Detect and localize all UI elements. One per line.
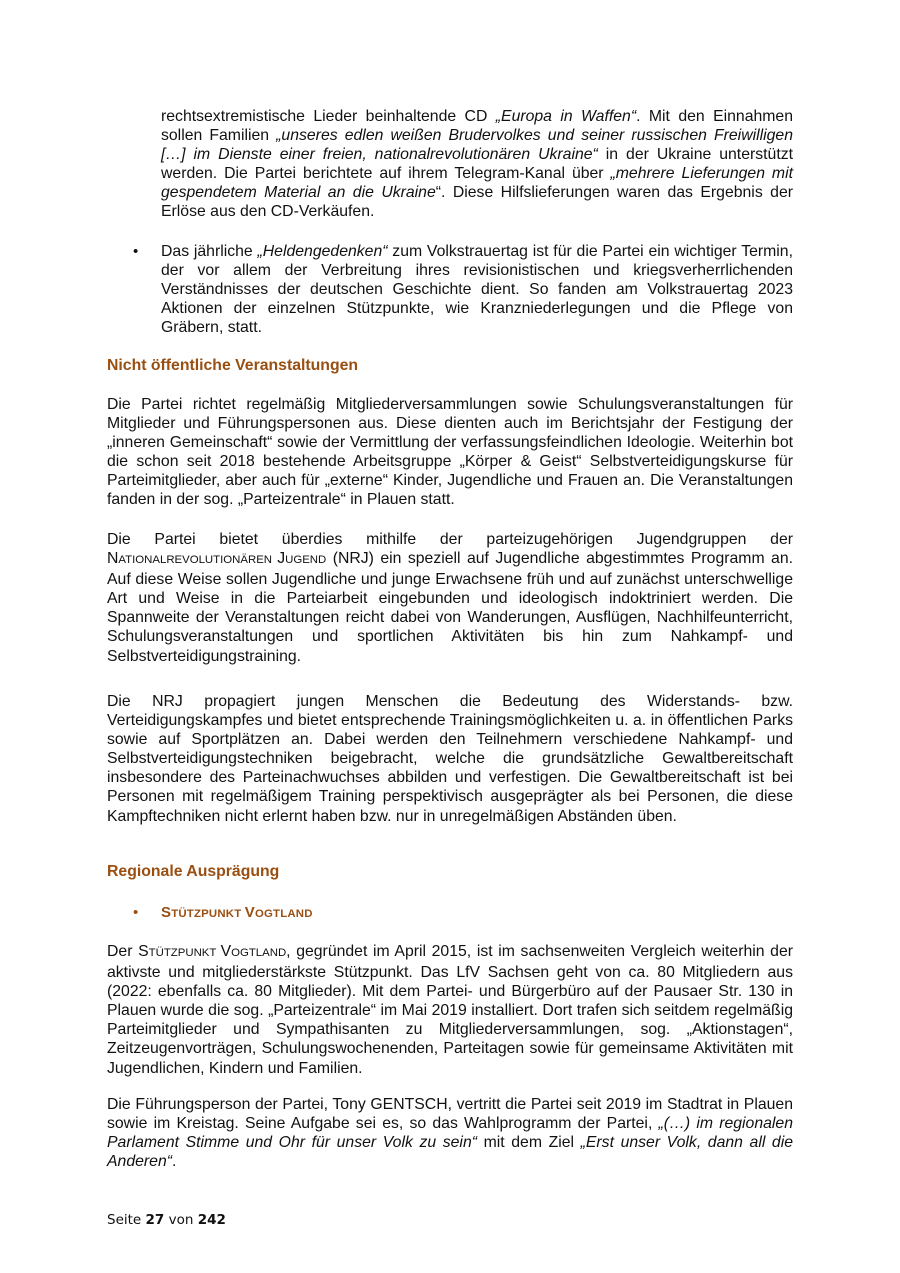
text: rechtsextremistische Lieder beinhaltende CD xyxy=(161,108,496,125)
text: . Mit den Einnahmen sollen Familien xyxy=(161,108,793,145)
paragraph: Die Partei richtet regelmäßig Mitgliederversammlungen sowie Schulungsveranstaltungen für Mitglieder und Führungspersonen aus. Diese dienten auch im Berichtsjahr der Festigung der „inneren Gemeinschaft“ sowie der Vermittlung der verfassungsfeindlichen Ideologie. Weiterhin bot die schon seit 2018 bestehende Arbeitsgruppe „Körper & Geist“ Selbstverteidigungskurse für Parteimitglieder, aber auch für „externe“ Kinder, Jugendliche und Frauen an. Die Veranstaltungen fanden in der sog. „Parteizentrale“ in Plauen statt. xyxy=(107,396,793,509)
text: Seite xyxy=(107,1212,146,1228)
small-caps: V xyxy=(220,943,232,960)
quote: „Heldengedenken“ xyxy=(257,243,388,260)
quote: „Erst unser Volk, dann all die Anderen“ xyxy=(107,1134,794,1171)
page-total: 242 xyxy=(197,1212,226,1228)
small-caps: N xyxy=(107,550,119,568)
small-caps: TÜTZPUNKT xyxy=(148,947,221,959)
text: (NRJ) ein speziell auf Jugendliche abgestimmtes Programm an. Auf diese Weise sollen Jugendliche und junge Erwachsene früh und auf zunächst unterschwellige Art und Weise in die Parteiarbeit eingebunden und ideologisch indoktriniert werden. Die Spannweite der Veranstaltungen reicht dabei von Wanderungen, Ausflügen, Nachhilfeunterricht, Schulungsveranstaltungen und sportlichen Aktivitäten bis hin zum Nahkampf- und Selbstverteidigungstraining. xyxy=(107,550,793,665)
small-caps: J xyxy=(277,550,286,568)
small-caps: S xyxy=(161,904,172,921)
paragraph xyxy=(107,942,793,1078)
album-title: „Europa in Waffen“ xyxy=(495,108,637,125)
quote: „unseres edlen weißen Brudervolkes und seiner russischen Freiwilligen […] im Dienste einer freien, nationalrevolutionären Ukraine“ xyxy=(161,127,793,164)
text: mit dem Ziel xyxy=(477,1134,581,1152)
bullet-marker: • xyxy=(133,243,139,260)
text: Der xyxy=(107,943,139,960)
section-heading: Regionale Ausprägung xyxy=(107,863,280,880)
small-caps: ATIONALREVOLUTIONÄREN xyxy=(118,554,278,567)
bullet-heldengedenken xyxy=(161,242,793,337)
small-caps: OGTLAND xyxy=(231,947,287,959)
text: Die Partei bietet überdies mithilfe der parteizugehörigen Jugendgruppen der xyxy=(107,531,793,548)
small-caps: V xyxy=(244,904,255,921)
quote: „(…) im regionalen Parlament Stimme und Ohr für unser Volk zu sein“ xyxy=(107,1115,793,1152)
bullet-marker: • xyxy=(133,904,139,921)
small-caps: OGTLAND xyxy=(254,908,313,920)
paragraph xyxy=(107,530,793,666)
page-footer xyxy=(107,1211,226,1229)
text: , gegründet im April 2015, ist im sachsenweiten Vergleich weiterhin der aktivste und mitgliederstärkste Stützpunkt. Das LfV Sachsen geht von ca. 80 Mitgliedern aus (2022: ebenfalls ca. 80 Mitglieder). Mit dem Partei- und Bürgerbüro auf der Pausaer Str. 130 in Plauen wurde die sog. „Parteizentrale“ im Mai 2019 installiert. Dort trafen sich seitdem regelmäßig Parteimitglieder und Sympathisanten zu Mitgliederversammlungen, sog. „Aktionstagen“, Zeitzeugenvorträgen, Schulungswochenenden, Parteitagen sowie für gemeinsame Aktivitäten mit Jugendlichen, Kindern und Familien. xyxy=(107,943,794,1077)
text: zum Volkstrauertag ist für die Partei ein wichtiger Termin, der vor allem der Verbreitung ihres revisionistischen und kriegsverherrlichenden Verständnisses der deutschen Geschichte dient. So fanden am Volkstrauertag 2023 Aktionen der einzelnen Stützpunkte, wie Kranzniederlegungen und die Pflege von Gräbern, statt. xyxy=(161,243,793,337)
text: “. Diese Hilfslieferungen waren das Ergebnis der Erlöse aus den CD-Verkäufen. xyxy=(161,184,793,221)
paragraph xyxy=(107,1095,793,1171)
small-caps: UGEND xyxy=(285,554,327,567)
paragraph: Die NRJ propagiert jungen Menschen die Bedeutung des Widerstands- bzw. Verteidigungskampfes und bietet entsprechende Trainingsmöglichkeiten u. a. in öffentlichen Parks sowie auf Sportplätzen an. Dabei werden den Teilnehmern verschiedene Nahkampf- und Selbstverteidigungstechniken beigebracht, welche die grundsätzliche Gewaltbereitschaft insbesondere des Parteinachwuchses abbilden und verfestigen. Die Gewaltbereitschaft ist bei Personen mit regelmäßigem Training perspektivisch ausgeprägter als bei Personen, die diese Kampftechniken nicht erlernt haben bzw. nur in unregelmäßigen Abständen üben. xyxy=(107,693,793,825)
small-caps: S xyxy=(138,943,149,960)
bullet-continuation xyxy=(161,107,793,222)
section-heading: Nicht öffentliche Veranstaltungen xyxy=(107,357,359,374)
page-number: 27 xyxy=(145,1212,165,1228)
subsection-heading xyxy=(161,903,793,924)
text: in der Ukraine unterstützt werden. Die Partei berichtete auf ihrem Telegram-Kanal über xyxy=(161,146,793,183)
small-caps: TÜTZPUNKT xyxy=(171,908,245,920)
quote: „mehrere Lieferungen mit gespendetem Material an die Ukraine xyxy=(161,165,793,202)
text: Das jährliche xyxy=(161,243,258,260)
text: Die Führungsperson der Partei, Tony GENTSCH, vertritt die Partei seit 2019 im Stadtrat in Plauen sowie im Kreistag. Seine Aufgabe sei es, so das Wahlprogramm der Partei, xyxy=(107,1096,793,1133)
text: . xyxy=(172,1153,177,1171)
text: von xyxy=(164,1212,198,1228)
